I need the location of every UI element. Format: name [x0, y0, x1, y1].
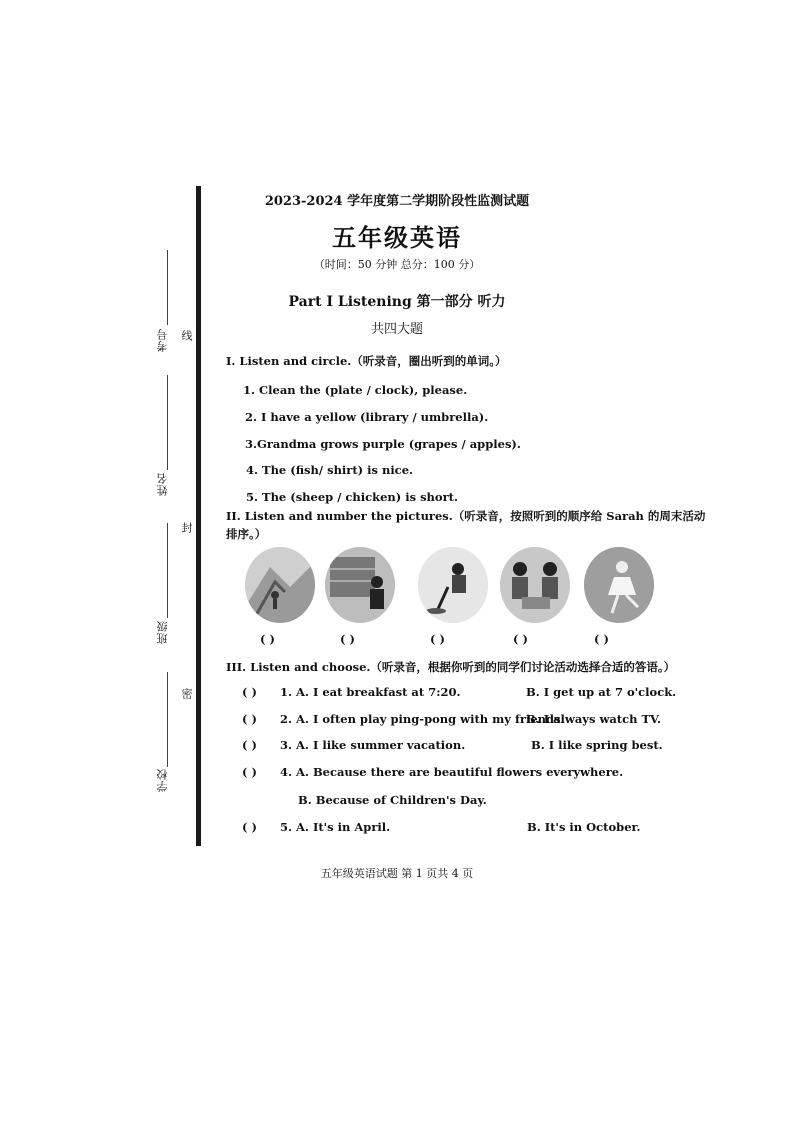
- section1-item: 4. The (fish/ shirt) is nice.: [246, 463, 414, 477]
- picture-blank[interactable]: ( ): [340, 632, 355, 646]
- option-a: 3. A. I like summer vacation.: [280, 738, 466, 752]
- answer-blank[interactable]: ( ): [242, 765, 257, 779]
- section1-item: 2. I have a yellow (library / umbrella).: [245, 410, 489, 424]
- exam-no-label: 考号: [156, 328, 169, 352]
- section1-item: 5. The (sheep / chicken) is short.: [246, 490, 458, 504]
- seal-xian: 线: [180, 330, 193, 341]
- name-label: 姓名: [156, 472, 169, 496]
- cleaning-room-icon: [418, 547, 488, 623]
- option-b: B. I get up at 7 o'clock.: [526, 685, 677, 699]
- picture-blank[interactable]: ( ): [260, 632, 275, 646]
- name-fill-line: [167, 375, 168, 470]
- option-b: B. I like spring best.: [531, 738, 663, 752]
- picture-blank[interactable]: ( ): [513, 632, 528, 646]
- section3-heading: III. Listen and choose.（听录音，根据你听到的同学们讨论活动选择合适的答语。）: [226, 660, 676, 674]
- option-a: 5. A. It's in April.: [280, 820, 391, 834]
- option-a: 2. A. I often play ping-pong with my friends.: [280, 712, 565, 726]
- part-heading: Part I Listening 第一部分 听力: [288, 294, 506, 310]
- section1-heading: I. Listen and circle.（听录音，圈出听到的单词。）: [226, 354, 507, 368]
- option-b: B. I always watch TV.: [526, 712, 661, 726]
- option-a: 4. A. Because there are beautiful flowers everywhere.: [280, 765, 624, 779]
- answer-blank[interactable]: ( ): [242, 738, 257, 752]
- section1-item: 3.Grandma grows purple (grapes / apples).: [245, 437, 521, 451]
- ballet-dancing-icon: [584, 547, 654, 623]
- answer-blank[interactable]: ( ): [242, 820, 257, 834]
- binding-line: [196, 186, 201, 846]
- answer-blank[interactable]: ( ): [242, 685, 257, 699]
- supermarket-shopping-icon: [325, 547, 395, 623]
- part-subheading: 共四大题: [370, 322, 423, 337]
- picture-blank[interactable]: ( ): [430, 632, 445, 646]
- subject-title: 五年级英语: [332, 223, 462, 252]
- exam-title: 2023-2024 学年度第二学期阶段性监测试题: [264, 194, 530, 209]
- option-b: B. It's in October.: [527, 820, 641, 834]
- picture-blank[interactable]: ( ): [594, 632, 609, 646]
- school-label: 学校: [156, 768, 169, 792]
- page-footer: 五年级英语试题 第 1 页共 4 页: [320, 867, 474, 880]
- section2-heading-line2: 排序。）: [226, 527, 267, 541]
- option-a: 1. A. I eat breakfast at 7:20.: [280, 685, 461, 699]
- class-label: 班级: [156, 620, 169, 644]
- seal-mi: 密: [180, 688, 193, 699]
- drawing-pictures-icon: [500, 547, 570, 623]
- school-fill-line: [167, 672, 168, 767]
- answer-blank[interactable]: ( ): [242, 712, 257, 726]
- class-fill-line: [167, 523, 168, 618]
- section2-heading-line1: II. Listen and number the pictures.（听录音，按照听到的顺序给 Sarah 的周末活动: [226, 509, 706, 523]
- seal-feng: 封: [180, 522, 193, 533]
- option-b: B. Because of Children's Day.: [298, 793, 487, 807]
- exam-info: （时间：50 分钟 总分：100 分）: [313, 258, 481, 271]
- climbing-mountain-icon: [245, 547, 315, 623]
- section1-item: 1. Clean the (plate / clock), please.: [243, 383, 468, 397]
